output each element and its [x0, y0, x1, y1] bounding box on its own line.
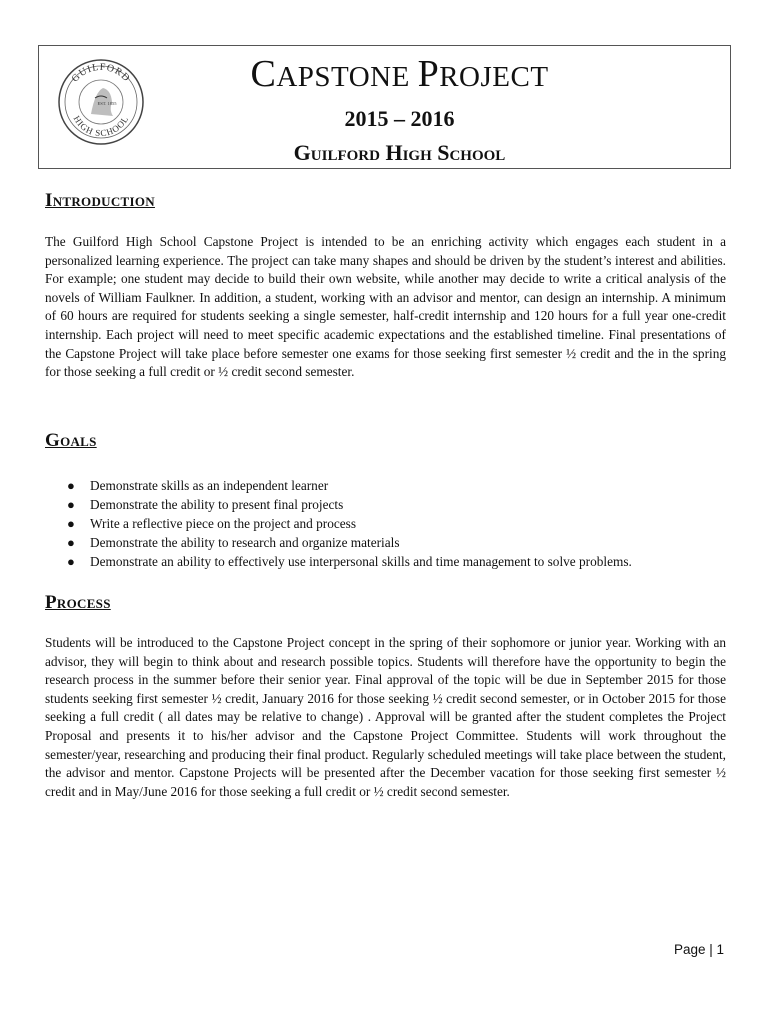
document-header — [38, 45, 731, 169]
bullet-icon: ● — [67, 497, 75, 512]
page-number: Page | 1 — [673, 942, 724, 957]
introduction-body: The Guilford High School Capstone Project is intended to be an enriching activity which engages each student in a personalized learning experience. The project can take many shapes and should be driven by the student’s interest and abilities. For example; one student may decide to build their own website, while another may decide to write a critical analysis of the novels of William Faulkner. In addition, a student, working with an advisor and mentor, can design an internship. A minimum of 60 hours are required for students seeking a single semester, half-credit internship and 120 hours for a full year one-credit internship. Each project will need to meet specific academic expectations and the established timeline. Final presentations of the Capstone Project will take place before semester one exams for those seeking first semester ½ credit and the in the spring for those seeking a full credit or ½ credit second semester. — [45, 234, 726, 380]
seal-text-top: GUILFORD — [69, 61, 133, 85]
goals-list — [45, 476, 726, 571]
process-heading: Process — [45, 592, 111, 613]
bullet-icon: ● — [67, 478, 75, 493]
bullet-icon: ● — [67, 535, 75, 550]
bullet-icon: ● — [67, 554, 75, 569]
list-item: ● Demonstrate skills as an independent learner — [67, 478, 329, 493]
school-name: Guilford High School — [293, 140, 506, 165]
seal-text-center: EST. 1855 — [97, 101, 117, 106]
seal-text-bottom: HIGH SCHOOL — [71, 113, 131, 139]
page-title: CAPSTONE PROJECT — [250, 53, 549, 95]
goals-heading: Goals — [45, 430, 97, 451]
list-item: ● Demonstrate the ability to research and organize materials — [67, 535, 400, 550]
school-year: 2015 – 2016 — [344, 106, 455, 131]
process-body: Students will be introduced to the Capstone Project concept in the spring of their sophomore or junior year. Working with an advisor, they will begin to think about and research possible topics. Students will therefore have the opportunity to begin the research process in the summer before their senior year. Final approval of the topic will be due in September 2015 for those students seeking first semester ½ credit, January 2016 for those seeking ½ credit second semester, or in October 2015 for those seeking a full credit ( all dates may be relative to change) . Approval will be granted after the student completes the Project Proposal and presents it to his/her advisor and the Capstone Project Committee. Students will work throughout the semester/year, researching and producing their final product. Regularly scheduled meetings will take place between the student, the advisor and mentor. Capstone Projects will be presented after the December vacation for those seeking first semester ½ credit and in May/June 2016 for those seeking a full credit or ½ credit second semester. — [45, 635, 726, 799]
list-item: ● Write a reflective piece on the project and process — [67, 516, 357, 531]
list-item: ● Demonstrate an ability to effectively use interpersonal skills and time management to solve problems. — [67, 554, 632, 569]
bullet-icon: ● — [67, 516, 75, 531]
list-item: ● Demonstrate the ability to present final projects — [67, 497, 344, 512]
introduction-heading: Introduction — [45, 190, 155, 211]
